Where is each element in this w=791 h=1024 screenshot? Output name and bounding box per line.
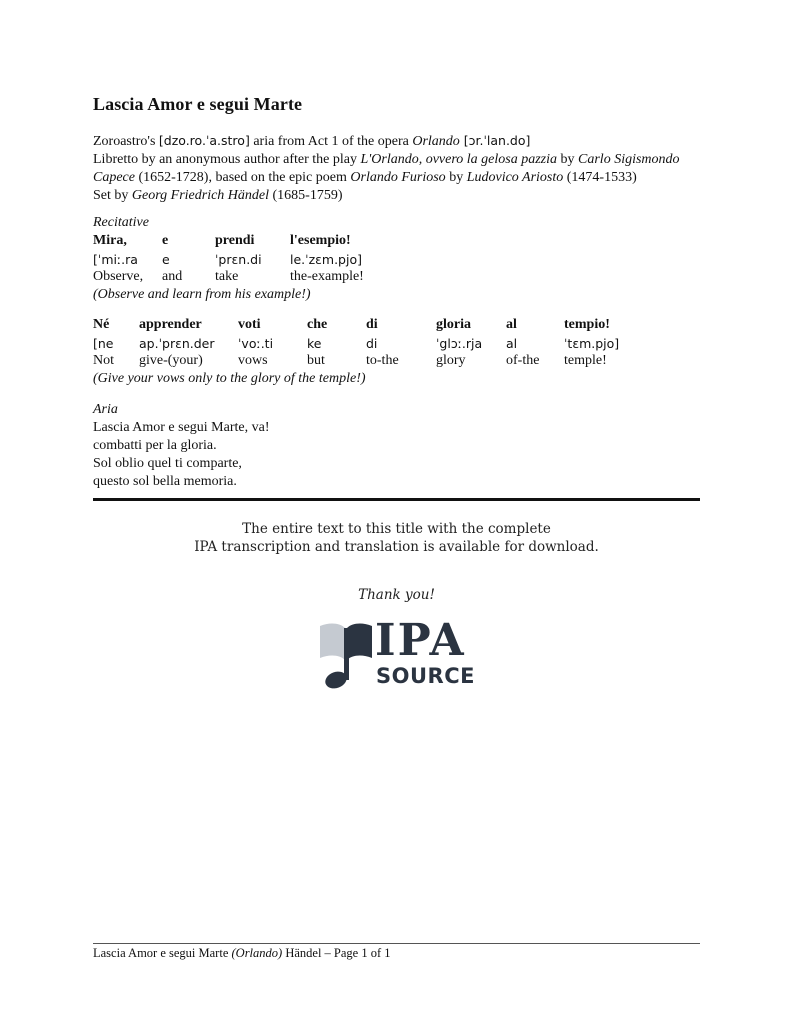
author-name: Carlo Sigismondo	[578, 152, 680, 167]
section-divider	[93, 498, 700, 501]
gloss-word: the-example!	[290, 269, 364, 284]
note-stem-icon	[344, 628, 349, 680]
ipa-word: ˈtɛm.pjo]	[564, 336, 620, 351]
logo-word-source: SOURCE	[376, 664, 475, 688]
opera-name: Orlando	[412, 134, 460, 149]
gloss-row	[93, 268, 700, 286]
logo-word-ipa: IPA	[375, 615, 466, 666]
gloss-word: give-(your)	[139, 353, 203, 368]
intro-text: aria from Act 1 of the opera	[249, 134, 413, 149]
intro-text: by	[557, 152, 579, 167]
ipa-word: ke	[307, 336, 322, 351]
aria-line: Lascia Amor e segui Marte, va!	[93, 420, 270, 435]
word-row	[93, 232, 700, 250]
gloss-word: but	[307, 353, 325, 368]
composer-name: Georg Friedrich Händel	[131, 188, 270, 203]
aria-section	[93, 401, 270, 491]
intro-text: Zoroastro's	[93, 134, 159, 149]
notice-line: IPA transcription and translation is available for download.	[194, 539, 599, 555]
intro-text: Libretto by an anonymous author after the play	[93, 152, 361, 167]
word: voti	[238, 317, 261, 332]
section-label: Aria	[93, 402, 118, 417]
gloss-word: vows	[238, 353, 268, 368]
word: Né	[93, 317, 110, 332]
intro-line-composer	[93, 187, 703, 205]
ipa-word: [ne	[93, 336, 114, 351]
thanks-text: Thank you!	[358, 587, 435, 603]
gloss-word: glory	[436, 353, 466, 368]
ipa-word: ap.ˈprɛn.der	[139, 336, 215, 351]
author-name: Capece	[93, 170, 135, 185]
footer-text: Lascia Amor e segui Marte	[93, 946, 232, 960]
ipa-word: [ˈmiː.ra	[93, 252, 138, 267]
gloss-word: Observe,	[93, 269, 144, 284]
ipa-row	[93, 334, 700, 352]
dates: (1474-1533)	[563, 170, 637, 185]
dates: (1685-1759)	[269, 188, 343, 203]
intro-line-libretto	[93, 151, 703, 169]
gloss-row	[93, 352, 700, 370]
section-label: Recitative	[93, 215, 149, 230]
recitative-section	[93, 214, 700, 304]
ipa-word: ˈprɛn.di	[215, 252, 262, 267]
book-page-right-icon	[347, 624, 372, 660]
gloss-word: temple!	[564, 353, 607, 368]
word: di	[366, 317, 378, 332]
intro-line-source	[93, 169, 703, 187]
aria-line: questo sol bella memoria.	[93, 474, 237, 489]
intro-text: by	[445, 170, 467, 185]
word: Mira,	[93, 233, 127, 248]
ipa-word: al	[506, 336, 518, 351]
ipa-word: le.ˈzɛm.pjo]	[290, 252, 362, 267]
word: e	[162, 233, 169, 248]
ipa-row	[93, 250, 700, 268]
book-page-left-icon	[320, 624, 345, 660]
word-row	[93, 316, 700, 334]
ipa-opera: [ɔr.ˈlan.do]	[459, 133, 531, 148]
footer-divider	[93, 943, 700, 944]
intro-line-aria	[93, 132, 703, 151]
gloss-word: and	[162, 269, 183, 284]
intro-block	[93, 132, 703, 205]
poet-name: Ludovico Ariosto	[466, 170, 564, 185]
poem-name: Orlando Furioso	[350, 170, 446, 185]
word: l'esempio!	[290, 233, 351, 248]
play-name: L'Orlando, ovvero la gelosa pazzia	[360, 152, 558, 167]
word: che	[307, 317, 328, 332]
word: al	[506, 317, 517, 332]
word: gloria	[436, 317, 471, 332]
gloss-word: Not	[93, 353, 114, 368]
footer-opera: (Orlando)	[231, 946, 283, 960]
aria-line: combatti per la gloria.	[93, 438, 217, 453]
notice-line: The entire text to this title with the complete	[242, 521, 551, 537]
word: apprender	[139, 317, 202, 332]
line2-section	[93, 316, 700, 388]
dates: (1652-1728)	[134, 170, 209, 185]
word: prendi	[215, 233, 255, 248]
intro-text: Set by	[93, 188, 132, 203]
word: tempio!	[564, 317, 610, 332]
download-notice	[93, 520, 700, 556]
ipa-word: e	[162, 252, 170, 267]
gloss-word: of-the	[506, 353, 540, 368]
ipa-word: di	[366, 336, 378, 351]
footer-text: Händel – Page 1 of 1	[282, 946, 391, 960]
translation: (Give your vows only to the glory of the temple!)	[93, 371, 366, 386]
gloss-word: to-the	[366, 353, 399, 368]
intro-text: , based on the epic poem	[208, 170, 351, 185]
page-footer	[93, 946, 391, 961]
page-title: Lascia Amor e segui Marte	[93, 94, 303, 114]
ipa-word: ˈglɔː.rja	[436, 336, 483, 351]
ipa-word: ˈvoː.ti	[238, 336, 274, 351]
ipa-title: [dzo.ro.ˈa.stro]	[158, 133, 250, 148]
translation: (Observe and learn from his example!)	[93, 287, 311, 302]
gloss-word: take	[215, 269, 239, 284]
aria-line: Sol oblio quel ti comparte,	[93, 456, 242, 471]
